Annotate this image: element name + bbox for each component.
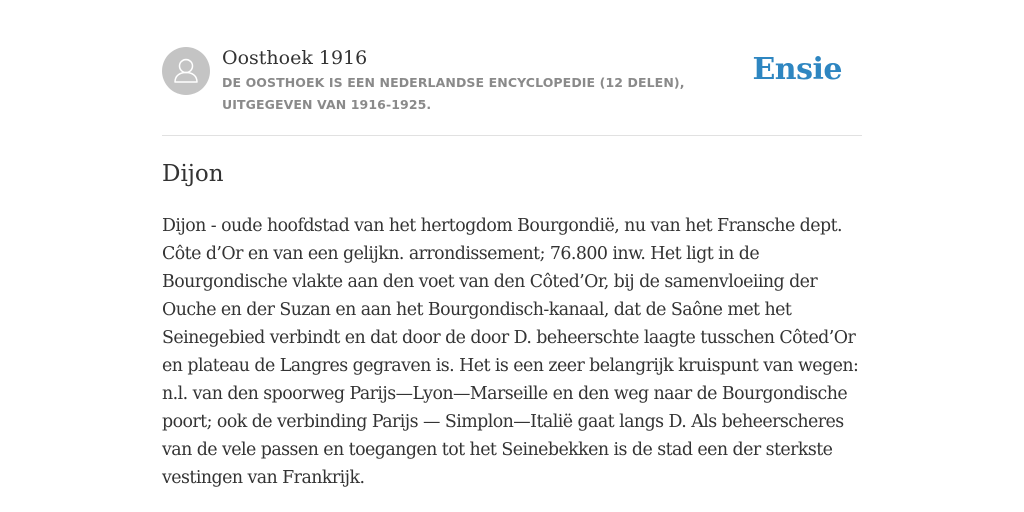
article-body: Dijon - oude hoofdstad van het hertogdom Bourgondië, nu van het Fransche dept. Côte d’Or en van een gelijkn. arrondissement; 76.800 inw. Het ligt in de Bourgondische vlakte aan den voet van den Côted’Or, bij de samenvloeiing der Ouche en der Suzan en aan het Bourgondisch-kanaal, dat de Saône met het Seinegebied verbindt en dat door de door D. beheerschte laagte tusschen Côted’Or en plateau de Langres gegraven is. Het is een zeer belangrijk kruispunt van wegen: n.l. van den spoorweg Parijs—Lyon—Marseille en den weg naar de Bourgondische poort; ook de verbinding Parijs — Simplon—Italië gaat langs D. Als beheerscheres van de vele passen en toegangen tot het Seinebekken is de stad een der sterkste vestingen van Frankrijk.	[162, 216, 859, 488]
source-title[interactable]: Oosthoek 1916	[222, 47, 368, 69]
page-content	[162, 0, 862, 512]
source-header	[162, 46, 862, 136]
ensie-logo[interactable]: Ensie	[752, 52, 842, 87]
user-icon	[162, 47, 210, 95]
avatar[interactable]	[162, 47, 210, 95]
source-description: DE OOSTHOEK IS EEN NEDERLANDSE ENCYCLOPEDIE (12 DELEN), UITGEGEVEN VAN 1916-1925.	[222, 75, 685, 112]
article-title: Dijon	[162, 161, 224, 187]
divider	[162, 135, 862, 136]
